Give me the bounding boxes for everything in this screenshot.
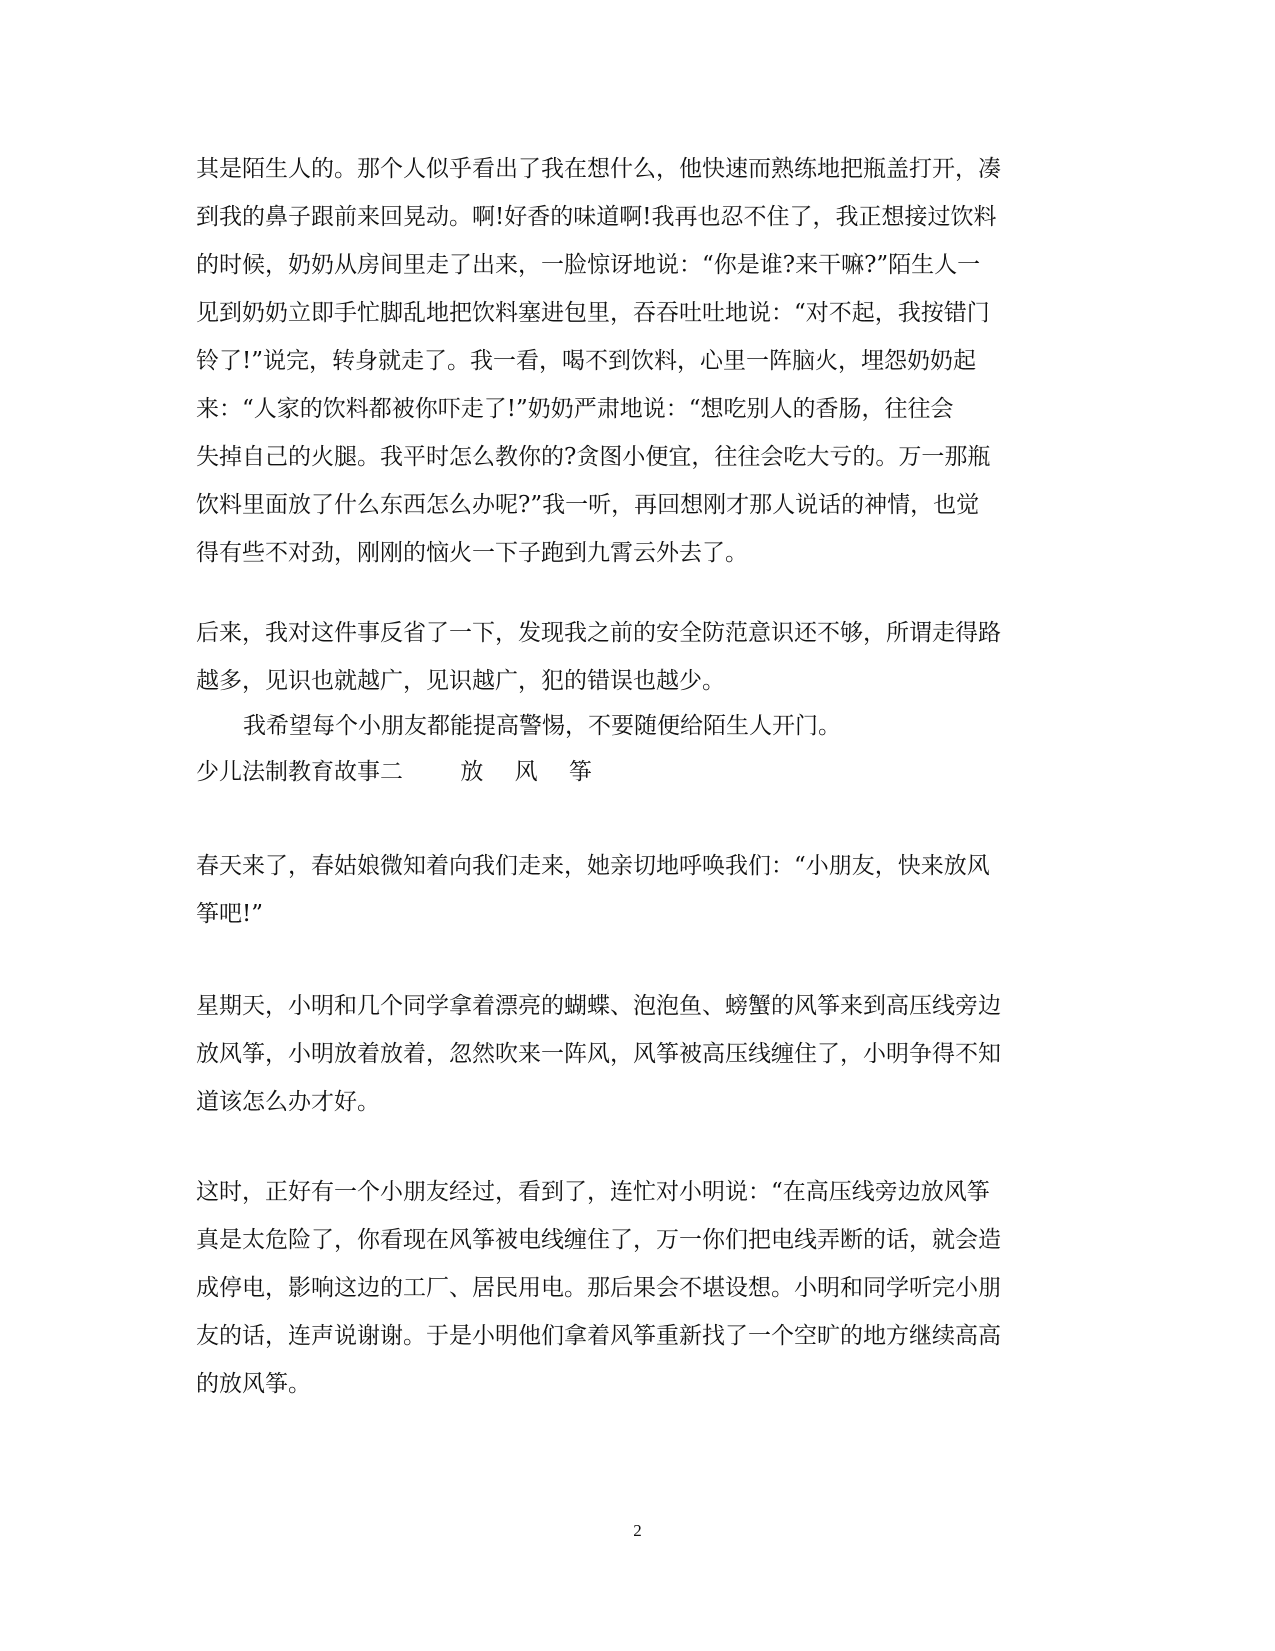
text-line: 后来，我对这件事反省了一下，发现我之前的安全防范意识还不够，所谓走得路 <box>196 620 1001 646</box>
text-line: 失掉自己的火腿。我平时怎么教你的?贪图小便宜，往往会吃大亏的。万一那瓶 <box>196 444 991 470</box>
text-line: 来：“人家的饮料都被你吓走了!”奶奶严肃地说：“想吃别人的香肠，往往会 <box>196 396 954 422</box>
text-line: 这时，正好有一个小朋友经过，看到了，连忙对小明说：“在高压线旁边放风筝 <box>196 1179 990 1205</box>
paragraph-warning <box>196 1168 1076 1408</box>
text-line: 饮料里面放了什么东西怎么办呢?”我一听，再回想刚才那人说话的神情，也觉 <box>196 492 980 518</box>
story-title: 少儿法制教育故事二 <box>196 759 403 785</box>
text-line: 放风筝，小明放着放着，忽然吹来一阵风，风筝被高压线缠住了，小明争得不知 <box>196 1041 1001 1067</box>
text-line: 春天来了，春姑娘微知着向我们走来，她亲切地呼唤我们：“小朋友，快来放风 <box>196 853 990 879</box>
paragraph-reflection <box>196 609 1076 705</box>
page-number: 2 <box>633 1521 642 1540</box>
text-line: 友的话，连声说谢谢。于是小明他们拿着风筝重新找了一个空旷的地方继续高高 <box>196 1323 1001 1349</box>
paragraph-spring <box>196 842 1076 938</box>
text-line: 铃了!”说完，转身就走了。我一看，喝不到饮料，心里一阵脑火，埋怨奶奶起 <box>196 348 977 374</box>
text-line: 星期天，小明和几个同学拿着漂亮的蝴蝶、泡泡鱼、螃蟹的风筝来到高压线旁边 <box>196 993 1001 1019</box>
text-line: 得有些不对劲，刚刚的恼火一下子跑到九霄云外去了。 <box>196 540 748 566</box>
text-line: 其是陌生人的。那个人似乎看出了我在想什么，他快速而熟练地把瓶盖打开，凑 <box>196 156 1001 182</box>
paragraph-stranger-story <box>196 145 1076 577</box>
text-line: 见到奶奶立即手忙脚乱地把饮料塞进包里，吞吞吐吐地说：“对不起，我按错门 <box>196 300 990 326</box>
story-subtitle: 放 风 筝 <box>460 759 604 785</box>
paragraph-sunday <box>196 982 1076 1126</box>
text-line: 的放风筝。 <box>196 1371 311 1397</box>
text-line: 真是太危险了，你看现在风筝被电线缠住了，万一你们把电线弄断的话，就会造 <box>196 1227 1001 1253</box>
text-line: 的时候，奶奶从房间里走了出来，一脸惊讶地说：“你是谁?来干嘛?”陌生人一 <box>196 252 981 278</box>
text-line: 筝吧!” <box>196 901 264 927</box>
text-line: 成停电，影响这边的工厂、居民用电。那后果会不堪设想。小明和同学听完小朋 <box>196 1275 1001 1301</box>
text-line: 道该怎么办才好。 <box>196 1089 380 1115</box>
text-line: 到我的鼻子跟前来回晃动。啊!好香的味道啊!我再也忍不住了，我正想接过饮料 <box>196 204 997 230</box>
text-line: 越多，见识也就越广，见识越广，犯的错误也越少。 <box>196 668 725 694</box>
paragraph-hope <box>196 702 1076 750</box>
story-heading <box>196 748 604 796</box>
text-line: 我希望每个小朋友都能提高警惕，不要随便给陌生人开门。 <box>243 713 841 739</box>
